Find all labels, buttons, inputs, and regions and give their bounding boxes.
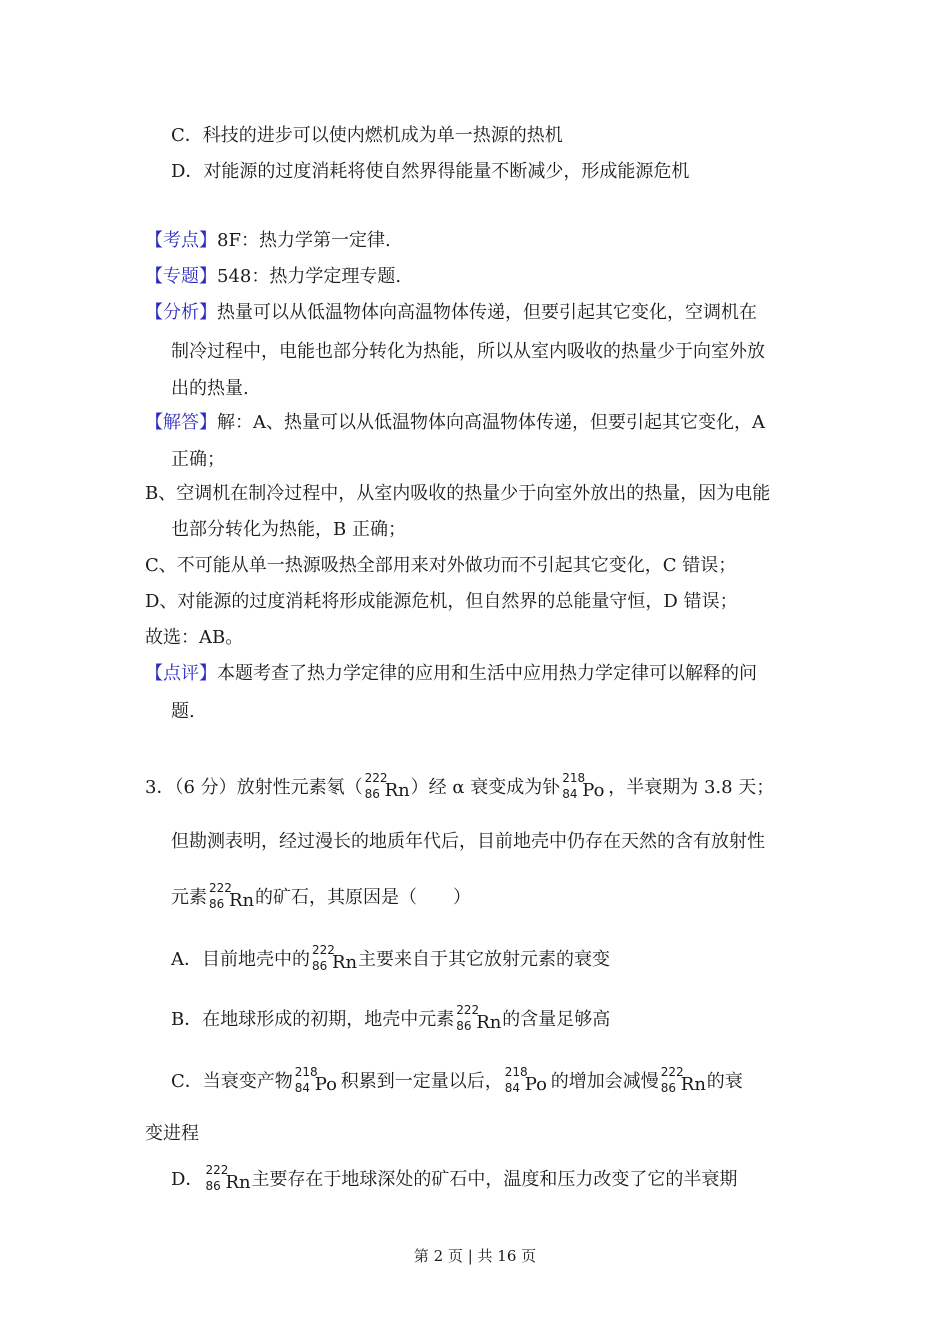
dianping-text-1: 本题考查了热力学定律的应用和生活中应用热力学定律可以解释的问 [217,663,757,684]
fenxi-text-3: 出的热量. [171,378,249,399]
radon-symbol: Rn [332,952,358,973]
polonium-atomic-number: 84 [294,1081,311,1095]
fenxi-tag: 【分析】 [145,302,217,323]
q3-option-c-text-4: 的衰 [706,1071,743,1092]
jieda-text-2: 正确； [171,449,225,470]
radon-symbol: Rn [384,780,410,801]
radon-symbol: Rn [225,1172,251,1193]
q3-option-b [171,1002,610,1038]
q3-stem-text-b: ）经 α 衰变成为钋 [410,777,561,798]
radon-atomic-number: 86 [456,1019,472,1033]
q3-option-a-text-1: A．目前地壳中的 [171,949,310,970]
q3-stem-line-3 [171,880,471,916]
zhuanti-text: 548：热力学定理专题. [217,266,402,287]
radon-222-nuclide [312,942,356,978]
zhuanti-line [145,265,401,289]
polonium-symbol: Po [314,1074,337,1095]
radon-atomic-number: 86 [209,897,225,911]
q3-option-c-text-2: 积累到一定量以后， [340,1071,503,1092]
radon-symbol: Rn [680,1074,706,1095]
q3-option-d-text-1: D． [171,1169,204,1190]
fenxi-line [145,301,757,325]
answer-line: 故选：AB。 [145,627,244,648]
kaodian-line [145,229,391,253]
q3-option-c-continuation: 变进程 [145,1123,199,1144]
q3-stem-text-a: 3．（6 分）放射性元素氡（ [145,777,363,798]
radon-symbol: Rn [476,1012,502,1033]
radon-mass-number: 222 [660,1065,684,1079]
polonium-symbol: Po [582,780,605,801]
radon-222-nuclide [365,770,409,806]
fenxi-text-1: 热量可以从低温物体向高温物体传递，但要引起其它变化，空调机在 [217,302,757,323]
polonium-atomic-number: 84 [562,787,578,801]
polonium-symbol: Po [524,1074,547,1095]
q3-stem-line-2: 但勘测表明，经过漫长的地质年代后，目前地壳中仍存在天然的含有放射性 [171,831,765,852]
radon-symbol: Rn [229,890,255,911]
radon-mass-number: 222 [205,1163,229,1177]
q3-option-d-text-2: 主要存在于地球深处的矿石中，温度和压力改变了它的半衰期 [251,1169,738,1190]
q3-option-c [171,1064,743,1100]
radon-mass-number: 222 [364,771,388,785]
polonium-218-nuclide [505,1064,549,1100]
jieda-text-1: 解：A、热量可以从低温物体向高温物体传递，但要引起其它变化，A [217,412,765,433]
polonium-mass-number: 218 [294,1065,318,1079]
radon-222-nuclide [456,1002,500,1038]
polonium-mass-number: 218 [504,1065,528,1079]
q3-stem-line-1 [145,770,774,806]
q3-option-b-text-1: B．在地球形成的初期，地壳中元素 [171,1009,455,1030]
dianping-text-2: 题. [171,701,195,722]
dianping-tag: 【点评】 [145,663,217,684]
polonium-218-nuclide [562,770,606,806]
jieda-d-line: D、对能源的过度消耗将形成能源危机，但自然界的总能量守恒，D 错误； [145,591,738,612]
radon-mass-number: 222 [209,881,232,895]
option-d-top: D．对能源的过度消耗将使自然界得能量不断减少，形成能源危机 [171,161,690,182]
q3-stem-text-c: ，半衰期为 3.8 天； [608,777,775,798]
kaodian-tag: 【考点】 [145,230,217,251]
radon-mass-number: 222 [312,943,335,957]
jieda-line [145,411,765,435]
q3-option-c-text-3: 的增加会减慢 [550,1071,659,1092]
radon-222-nuclide [209,880,253,916]
q3-stem-text-question: 的矿石，其原因是（ ） [255,887,471,908]
q3-stem-text-element: 元素 [171,887,207,908]
q3-option-b-text-2: 的含量足够高 [502,1009,611,1030]
radon-222-nuclide [661,1064,705,1100]
q3-option-c-text-1: C．当衰变产物 [171,1071,293,1092]
radon-222-nuclide [205,1162,249,1198]
fenxi-text-2: 制冷过程中，电能也部分转化为热能，所以从室内吸收的热量少于向室外放 [171,341,765,362]
polonium-218-nuclide [295,1064,339,1100]
option-c-top: C．科技的进步可以使内燃机成为单一热源的热机 [171,125,563,146]
radon-atomic-number: 86 [660,1081,677,1095]
radon-atomic-number: 86 [312,959,328,973]
jieda-tag: 【解答】 [145,412,217,433]
radon-atomic-number: 86 [205,1179,221,1193]
polonium-atomic-number: 84 [504,1081,521,1095]
radon-mass-number: 222 [456,1003,480,1017]
jieda-c-line: C、不可能从单一热源吸热全部用来对外做功而不引起其它变化，C 错误； [145,555,737,576]
jieda-b-line-1: B、空调机在制冷过程中，从室内吸收的热量少于向室外放出的热量，因为电能 [145,483,771,504]
q3-option-a [171,942,610,978]
jieda-b-line-2: 也部分转化为热能，B 正确； [171,519,406,540]
radon-atomic-number: 86 [364,787,380,801]
dianping-line [145,662,757,686]
page-footer: 第 2 页 | 共 16 页 [413,1247,537,1265]
q3-option-a-text-2: 主要来自于其它放射元素的衰变 [358,949,610,970]
kaodian-text: 8F：热力学第一定律. [217,230,391,251]
q3-option-d [171,1162,737,1198]
polonium-mass-number: 218 [562,771,586,785]
zhuanti-tag: 【专题】 [145,266,217,287]
